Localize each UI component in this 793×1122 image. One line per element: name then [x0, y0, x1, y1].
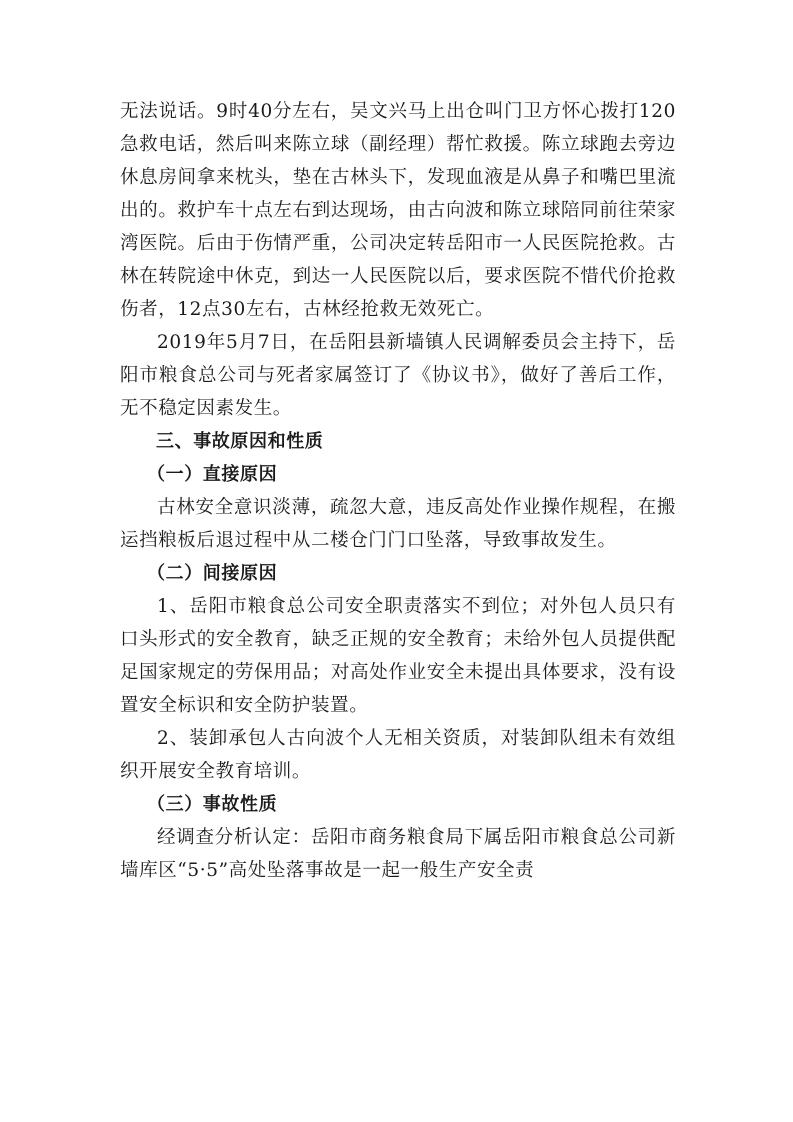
paragraph-settlement: 2019年5月7日，在岳阳县新墙镇人民调解委员会主持下，岳阳市粮食总公司与死者家属签订了《协议书》，做好了善后工作，无不稳定因素发生。	[120, 332, 676, 419]
paragraph-indirect-cause-2: 2、装卸承包人古向波个人无相关资质，对装卸队组未有效组织开展安全教育培训。	[120, 728, 676, 782]
subheading-direct-cause: （一）直接原因	[147, 464, 278, 485]
paragraph-accident-nature: 经调查分析认定：岳阳市商务粮食局下属岳阳市粮食总公司新墙库区“5·5”高处坠落事故是一起一般生产安全责	[120, 827, 676, 881]
subheading-accident-nature: （三）事故性质	[147, 794, 278, 815]
paragraph-indirect-cause-1: 1、岳阳市粮食总公司安全职责落实不到位；对外包人员只有口头形式的安全教育，缺乏正规的安全教育；未给外包人员提供配足国家规定的劳保用品；对高处作业安全未提出具体要求，没有设置安全标识和安全防护装置。	[120, 596, 676, 716]
section-heading-causes: 三、事故原因和性质	[156, 431, 324, 452]
subheading-indirect-cause: （二）间接原因	[147, 563, 278, 584]
paragraph-direct-cause: 古林安全意识淡薄，疏忽大意，违反高处作业操作规程，在搬运挡粮板后退过程中从二楼仓门门口坠落，导致事故发生。	[120, 497, 676, 551]
document-body	[120, 95, 676, 887]
paragraph-rescue-account: 无法说话。9时40分左右，吴文兴马上出仓叫门卫方怀心拨打120急救电话，然后叫来陈立球（副经理）帮忙救援。陈立球跑去旁边休息房间拿来枕头，垫在古林头下，发现血液是从鼻子和嘴巴里流出的。救护车十点左右到达现场，由古向波和陈立球陪同前往荣家湾医院。后由于伤情严重，公司决定转岳阳市一人民医院抢救。古林在转院途中休克，到达一人民医院以后，要求医院不惜代价抢救伤者，12点30左右，古林经抢救无效死亡。	[120, 101, 676, 320]
